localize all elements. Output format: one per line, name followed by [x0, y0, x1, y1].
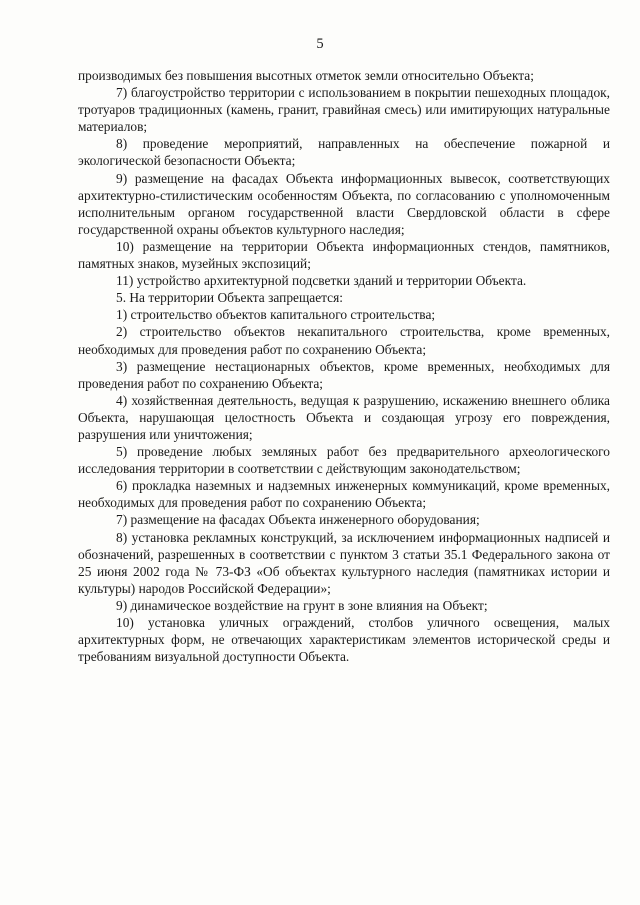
paragraph-item-11: 11) устройство архитектурной подсветки зданий и территории Объекта. — [116, 273, 527, 289]
paragraph-item-9: 9) размещение на фасадах Объекта информационных вывесок, соответствующих архитектурно-стилистическим особенностям Объекта, по согласованию с уполномоченным исполнительным органом государственной власти Свердловской области в сфере государственной охраны объектов культурного наследия; — [78, 170, 610, 237]
prohibited-item-10: 10) установка уличных ограждений, столбов уличного освещения, малых архитектурных форм, не отвечающих характеристикам элементов исторической среды и требованиям визуальной доступности Объекта. — [78, 615, 610, 665]
prohibited-item-6: 6) прокладка наземных и надземных инженерных коммуникаций, кроме временных, необходимых для проведения работ по сохранению Объекта; — [78, 478, 610, 511]
document-body — [78, 67, 610, 665]
section-heading-5: 5. На территории Объекта запрещается: — [116, 290, 343, 306]
paragraph-item-8: 8) проведение мероприятий, направленных на обеспечение пожарной и экологической безопасности Объекта; — [78, 136, 610, 169]
prohibited-item-5: 5) проведение любых земляных работ без предварительного археологического исследования территории в соответствии с действующим законодательством; — [78, 444, 610, 477]
prohibited-item-7: 7) размещение на фасадах Объекта инженерного оборудования; — [116, 512, 480, 528]
prohibited-item-9: 9) динамическое воздействие на грунт в зоне влияния на Объект; — [116, 597, 488, 613]
paragraph-item-7: 7) благоустройство территории с использованием в покрытии пешеходных площадок, тротуаров традиционных (камень, гранит, гравийная смесь) или имитирующих натуральные материалов; — [78, 85, 610, 135]
page-number: 5 — [316, 36, 324, 52]
prohibited-item-2: 2) строительство объектов некапитального строительства, кроме временных, необходимых для проведения работ по сохранению Объекта; — [78, 324, 610, 357]
prohibited-item-3: 3) размещение нестационарных объектов, кроме временных, необходимых для проведения работ по сохранению Объекта; — [78, 358, 610, 391]
paragraph-item-10: 10) размещение на территории Объекта информационных стендов, памятников, памятных знаков, музейных экспозиций; — [78, 238, 610, 272]
paragraph-continuation: производимых без повышения высотных отметок земли относительно Объекта; — [78, 68, 534, 83]
prohibited-item-8: 8) установка рекламных конструкций, за исключением информационных надписей и обозначений, разрешенных в соответствии с пунктом 3 статьи 35.1 Федерального закона от 25 июня 2002 года № 73-ФЗ «Об объектах культурного наследия (памятниках истории и культуры) народов Российской Федерации»; — [78, 529, 610, 596]
prohibited-item-1: 1) строительство объектов капитального строительства; — [116, 307, 436, 323]
prohibited-item-4: 4) хозяйственная деятельность, ведущая к разрушению, искажению внешнего облика Объекта, нарушающая целостность Объекта и создающая угрозу его повреждения, разрушения или уничтожения; — [78, 392, 610, 442]
